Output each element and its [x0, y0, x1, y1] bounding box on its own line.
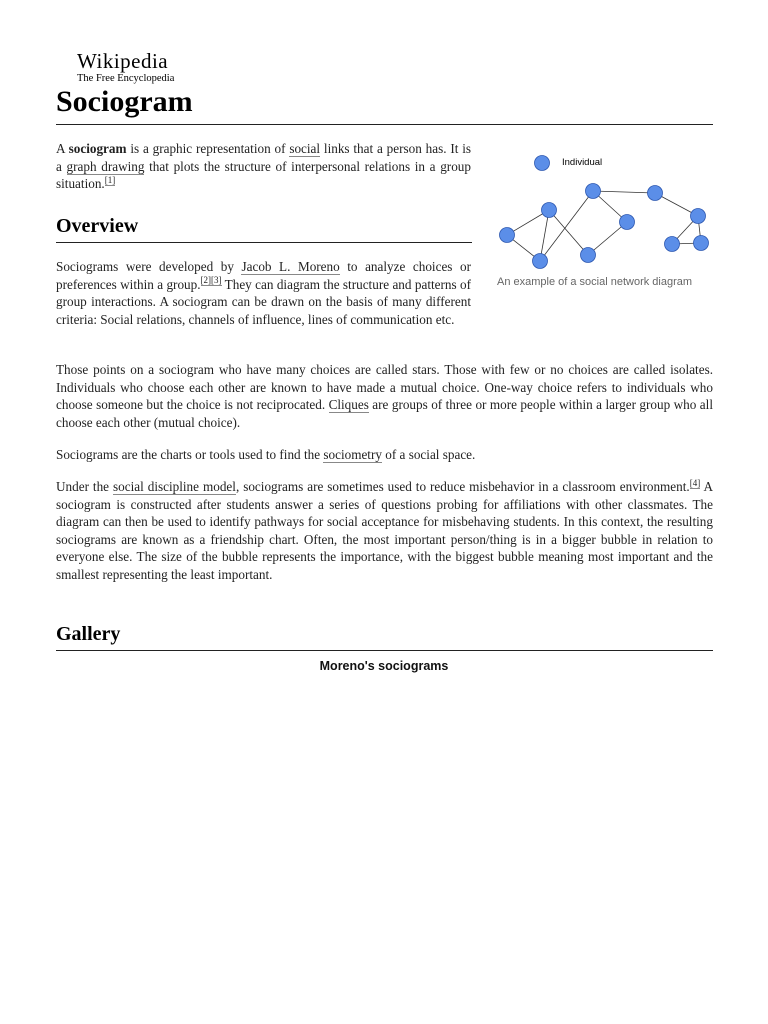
legend-node	[535, 156, 550, 171]
text: Those points on a sociogram who have many choices are called stars. Those with few or no choices are called isolates. Individuals who choose each other are known to have made a mutual choice. One-way choice refers to individuals who choose someone but the choice is not reciprocated.	[56, 362, 713, 413]
nodes	[500, 156, 709, 269]
legend-label: Individual	[562, 157, 603, 168]
intro-paragraph	[56, 140, 471, 193]
link-social[interactable]: social	[289, 141, 321, 156]
term-sociogram: sociogram	[68, 141, 127, 156]
logo-tagline: The Free Encyclopedia	[77, 73, 175, 84]
title-divider	[56, 124, 713, 125]
wikipedia-logo[interactable]	[77, 50, 174, 85]
network-figure	[497, 148, 713, 291]
overview-divider	[56, 242, 472, 243]
text: that plots the structure of interpersonal relations in a group situation.	[56, 158, 471, 192]
heading-overview: Overview	[56, 215, 139, 237]
network-diagram[interactable]	[497, 148, 713, 272]
link-social-discipline-model[interactable]: social discipline model	[113, 479, 236, 494]
page-title: Sociogram	[56, 85, 193, 118]
figure-caption: An example of a social network diagram	[497, 276, 693, 288]
overview-paragraph-2	[56, 361, 713, 431]
text: Under the	[56, 479, 113, 494]
text: links that a person has. It is a	[56, 141, 471, 174]
reference-2[interactable]: [2]	[200, 275, 212, 286]
text: Sociograms are the charts or tools used to find the	[56, 447, 324, 462]
overview-paragraph-4	[56, 478, 713, 584]
text: A	[56, 141, 69, 156]
logo-wordmark: Wikipedia	[77, 49, 169, 73]
reference-4[interactable]: [4]	[689, 477, 701, 488]
text: , sociograms are sometimes used to reduce misbehavior in a classroom environment.	[235, 479, 690, 494]
text: to analyze choices or preferences within a group.	[56, 259, 471, 292]
text: of a social space.	[381, 447, 476, 462]
link-jacob-moreno[interactable]: Jacob L. Moreno	[241, 259, 340, 274]
text: Sociograms were developed by	[56, 259, 242, 274]
reference-3[interactable]: [3]	[211, 275, 222, 286]
link-cliques[interactable]: Cliques	[328, 397, 369, 413]
reference-1[interactable]: [1]	[104, 174, 116, 185]
gallery-subheading: Moreno's sociograms	[319, 659, 449, 673]
gallery-divider	[56, 650, 713, 651]
text: A sociogram is constructed after students answer a series of questions probing for affiliations with other classmates. The diagram can then be used to identify pathways for social acceptance for misbehaving students. In this context, the resulting sociograms are known as a friendship chart. Often, the most important person/thing is in a bigger bubble in relation to everyone else. The size of the bubble represents the importance, with the biggest bubble meaning most important and the smallest representing the least important.	[56, 479, 713, 582]
heading-gallery: Gallery	[56, 623, 121, 645]
text: They can diagram the structure and patterns of group interactions. A sociogram can be drawn on the basis of many different criteria: Social relations, channels of influence, lines of communication etc.	[56, 276, 471, 327]
overview-paragraph-3	[56, 446, 713, 464]
overview-paragraph-1	[56, 258, 471, 328]
link-sociometry[interactable]: sociometry	[323, 447, 382, 462]
text: is a graphic representation of	[126, 141, 290, 156]
link-graph-drawing[interactable]: graph drawing	[66, 158, 145, 174]
text: are groups of three or more people within a larger group who all choose each other (mutual choice).	[56, 397, 713, 430]
